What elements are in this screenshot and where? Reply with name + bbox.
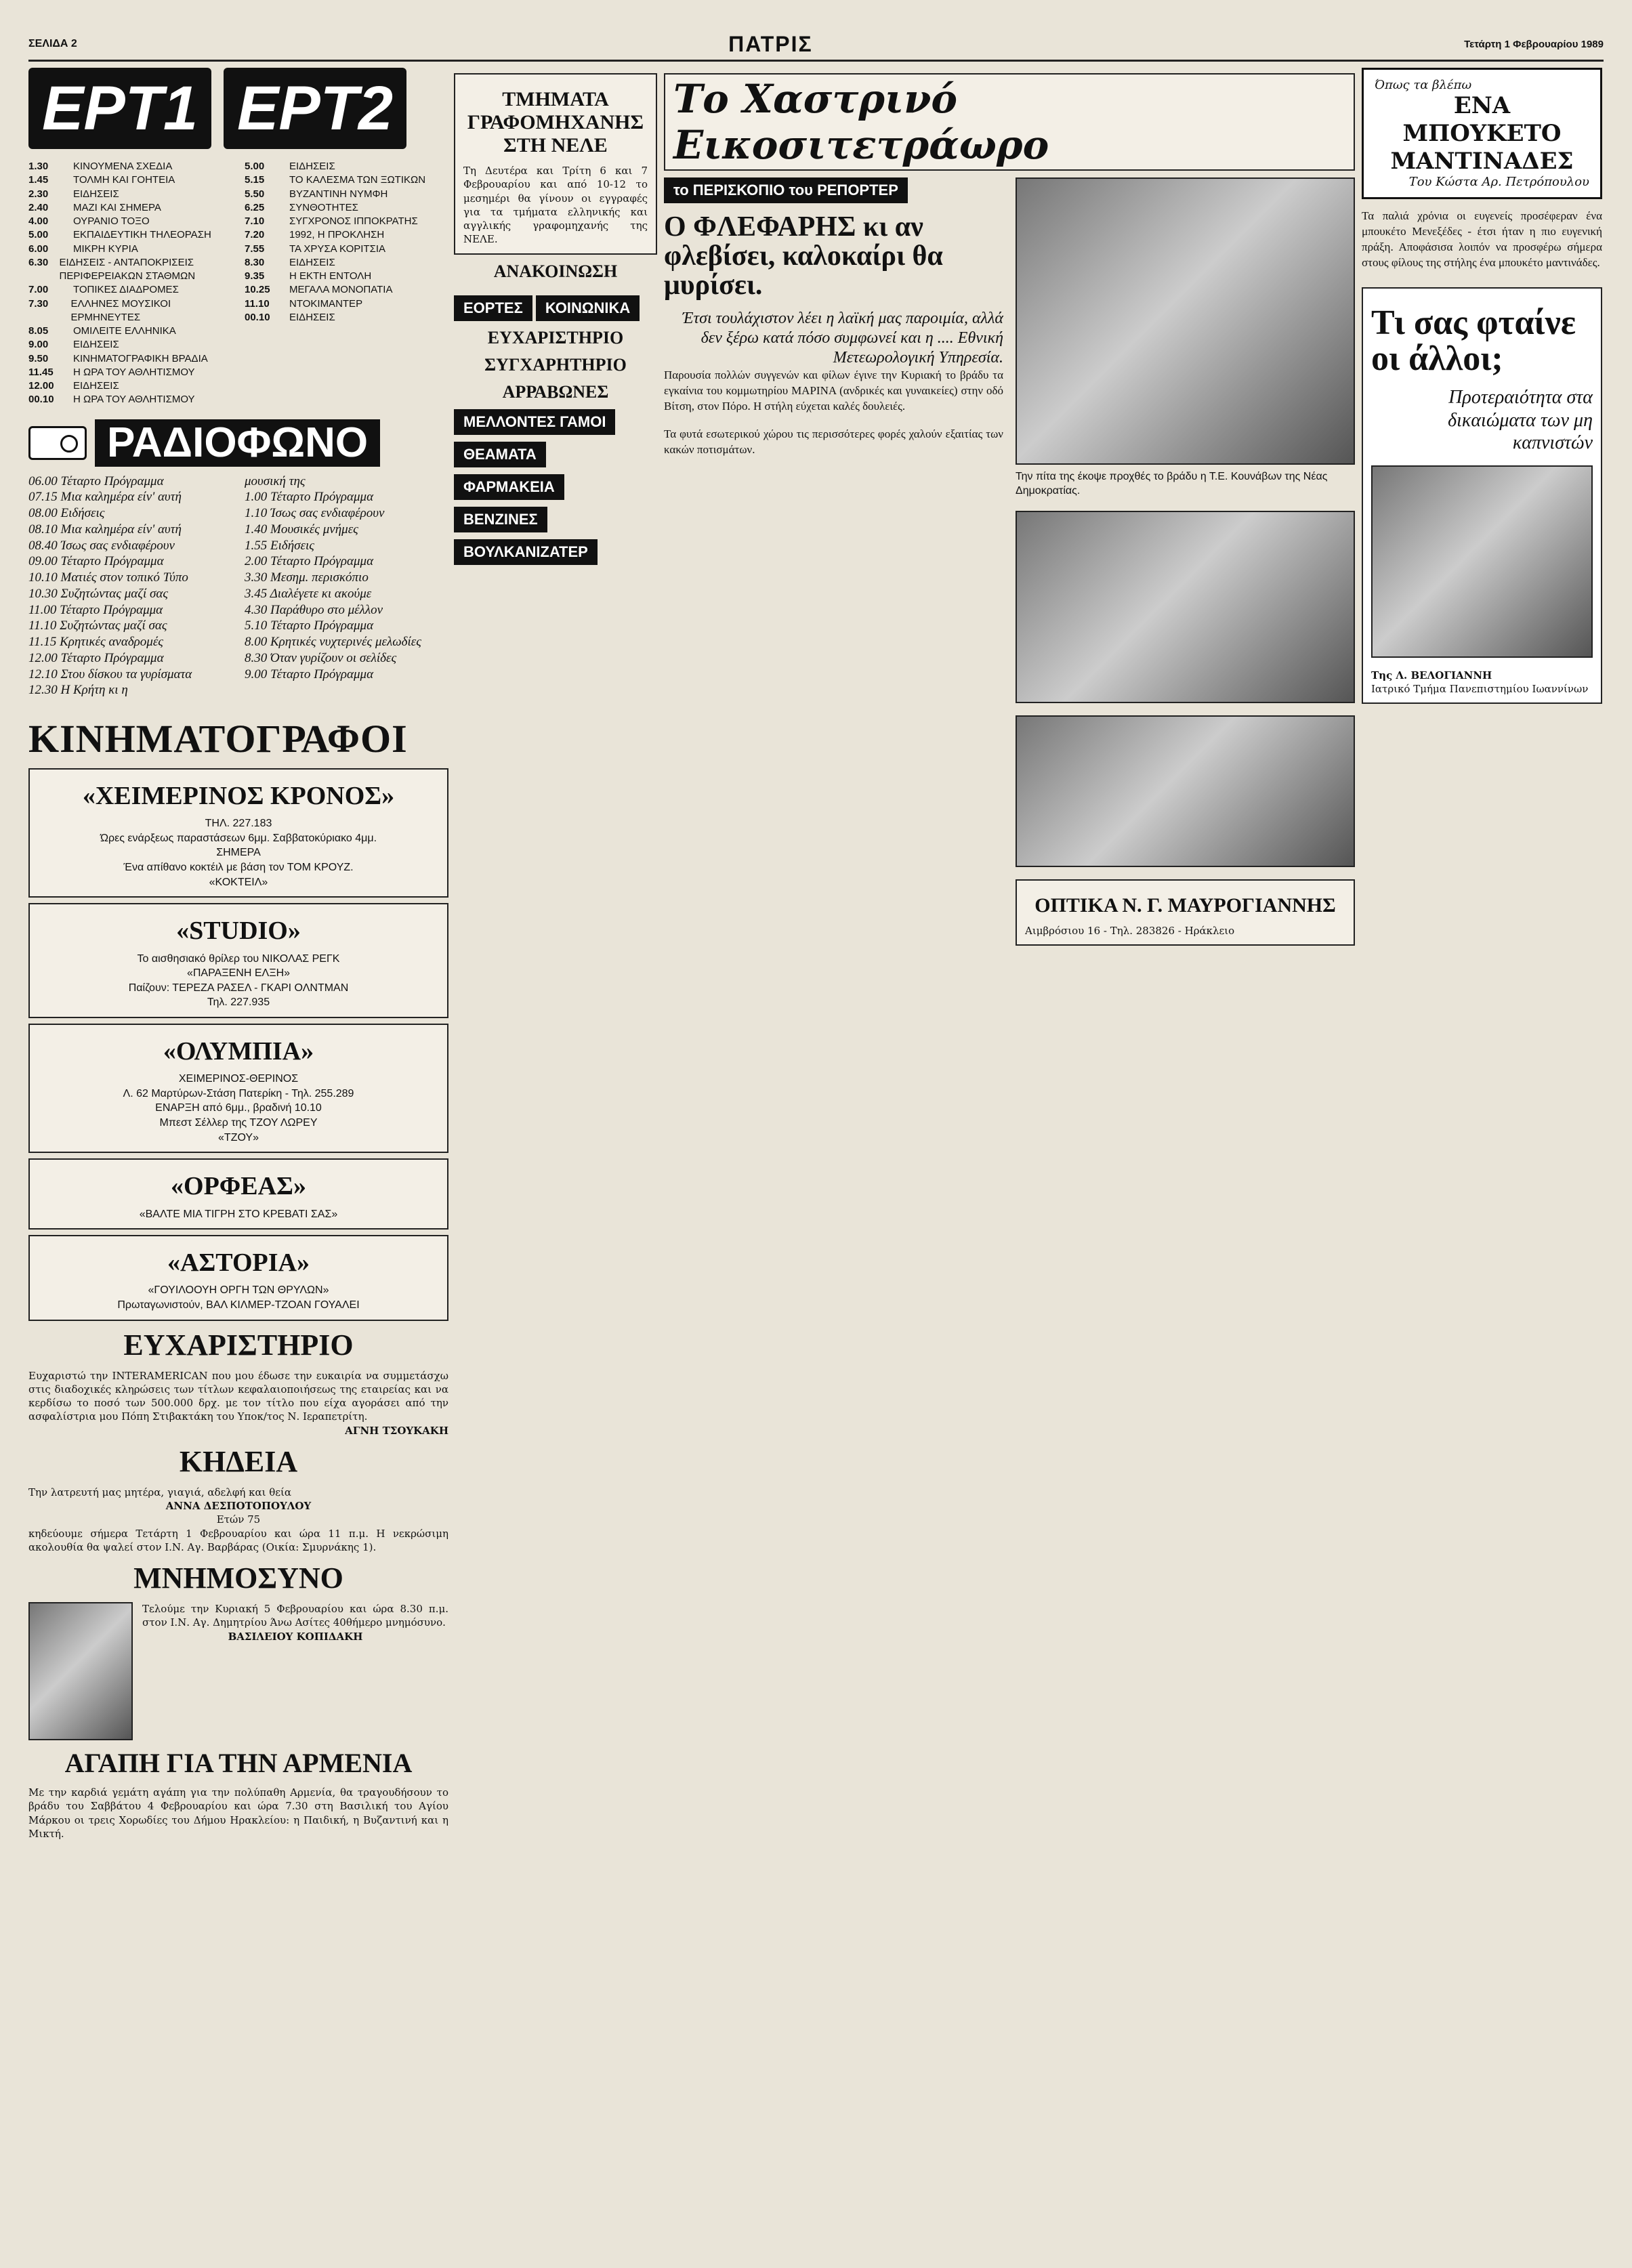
radioRight-row: μουσική της [245, 474, 306, 488]
cinema-line2: «ΠΑΡΑΞΕΝΗ ΕΛΞΗ» [186, 967, 291, 980]
radioLeft-row: 08.00 Ειδήσεις [28, 506, 105, 520]
tvLeft-row [28, 379, 232, 393]
program-title: ΕΙΔΗΣΕΙΣ [289, 161, 335, 172]
tv-program-grid [28, 160, 448, 407]
program-title: ΕΙΔΗΣΕΙΣ [73, 339, 119, 351]
program-time: 12.00 [28, 380, 54, 392]
program-time: 11.10 [245, 297, 270, 310]
program-time: 8.30 [245, 256, 265, 268]
program-time: 7.20 [245, 229, 265, 241]
radioLeft-row: 10.10 Ματιές στον τοπικό Τύπο [28, 570, 188, 585]
coffee-photo [1016, 511, 1355, 703]
funeral-text: Την λατρευτή μας μητέρα, γιαγιά, αδελφή και θεία [28, 1486, 292, 1498]
radioRight-row: 5.10 Τέταρτο Πρόγραμμα [245, 618, 374, 633]
tvLeft-row [28, 215, 232, 228]
tvLeft-row [28, 393, 232, 406]
program-title: ΜΙΚΡΗ ΚΥΡΙΑ [73, 243, 138, 255]
tvRight-row [245, 270, 448, 283]
radio-right-list [245, 474, 448, 699]
tv-program-left [28, 160, 232, 407]
thanks-text: Ευχαριστώ την INTERAMERICAN που μου έδωσε την ευκαιρία να συμμετάσχω στις διαδοχικές κληρώσεις των τίτλων κεφαλαιοποιήσεως της εταιρείας και να κερδίσω το ποσό των 500.000 δρχ. με τον τίτλο που είχα αγοράσει από την ασφαλίστρια μου Πόπη Στιβακτάκη του Υποκ/τος Ν. Ιεραπετρίτη. [28, 1369, 448, 1423]
program-title: ΜΑΖΙ ΚΑΙ ΣΗΜΕΡΑ [73, 201, 161, 213]
program-time: 7.00 [28, 284, 49, 296]
radioLeft-row: 12.10 Στου δίσκου τα γυρίσματα [28, 667, 192, 681]
radioRight-row: 8.00 Κρητικές νυχτερινές μελωδίες [245, 635, 421, 649]
memorial-block [28, 1602, 448, 1740]
program-time: 6.30 [28, 256, 49, 268]
cinema-box [28, 903, 448, 1018]
feasts-tag: ΕΟΡΤΕΣ [454, 295, 532, 321]
masthead [28, 28, 1604, 62]
cinema-name: «ΟΡΦΕΑΣ» [171, 1172, 306, 1201]
program-title: ΣΥΝΘΟΤΗΤΕΣ [289, 201, 358, 213]
program-time: 00.10 [245, 311, 270, 323]
tvRight-row [245, 188, 448, 201]
tvRight-row [245, 297, 448, 311]
cinema-name: «ΧΕΙΜΕΡΙΝΟΣ ΚΡΟΝΟΣ» [82, 782, 395, 810]
memorial-photo [28, 1602, 133, 1740]
radioRight-row: 3.30 Μεσημ. περισκόπιο [245, 570, 369, 585]
program-time: 10.25 [245, 284, 270, 296]
mid-thanks-title: ΕΥΧΑΡΙΣΤΗΡΙΟ [487, 327, 624, 348]
reporter-section-tag: το ΠΕΡΙΣΚΟΠΙΟ του ΡΕΠΟΡΤΕΡ [664, 177, 908, 203]
program-title: ΕΚΠΑΙΔΕΥΤΙΚΗ ΤΗΛΕΟΡΑΣΗ [73, 229, 211, 241]
tvRight-row [245, 228, 448, 242]
optics-ad [1016, 879, 1355, 946]
announcement-title: ΑΝΑΚΟΙΝΩΣΗ [493, 261, 618, 281]
armenia-title: ΑΓΑΠΗ ΓΙΑ ΤΗΝ ΑΡΜΕΝΙΑ [64, 1748, 413, 1779]
smoking-role: Ιατρικό Τμήμα Πανεπιστημίου Ιωαννίνων [1371, 683, 1589, 696]
opinion-text: Τα παλιά χρόνια οι ευγενείς προσέφεραν ένα μπουκέτο Μενεξέδες - έτσι ήταν η πιο ευγενική πράξη. Αποφάσισα λοιπόν να προσφέρω σήμερα στους φίλους της στήλης ένα μπουκέτο μαντινάδες. [1362, 209, 1602, 270]
radio-icon [28, 426, 87, 460]
program-time: 1.30 [28, 161, 49, 172]
center-column [664, 68, 1355, 2254]
radioRight-row: 1.55 Ειδήσεις [245, 538, 314, 553]
program-time: 9.50 [28, 352, 49, 364]
tv-program-right [245, 160, 448, 407]
cinema-line4: Μπεστ Σέλλερ της ΤΖΟΥ ΛΩΡΕΥ [159, 1117, 318, 1129]
program-time: 5.15 [245, 174, 265, 186]
cinema-line1: Το αισθησιακό θρίλερ του ΝΙΚΟΛΑΣ ΡΕΓΚ [137, 952, 340, 965]
tvLeft-row [28, 338, 232, 352]
radioLeft-row: 12.30 Η Κρήτη κι η [28, 683, 128, 698]
program-title: ΕΙΔΗΣΕΙΣ [289, 256, 335, 268]
optics-title: ΟΠΤΙΚΑ Ν. Γ. ΜΑΥΡΟΓΙΑΝΝΗΣ [1034, 894, 1336, 917]
cinema-line1: «ΓΟΥΙΛΟΟΥΗ ΟΡΓΗ ΤΩΝ ΘΡΥΛΩΝ» [148, 1284, 329, 1297]
program-title: ΤΟ ΚΑΛΕΣΜΑ ΤΩΝ ΞΩΤΙΚΩΝ [289, 174, 426, 186]
tvLeft-row [28, 173, 232, 187]
page-number: ΣΕΛΙΔΑ 2 [28, 38, 77, 49]
program-title: ΕΙΔΗΣΕΙΣ [73, 188, 119, 200]
program-title: 1992, Η ΠΡΟΚΛΗΣΗ [289, 229, 385, 241]
program-title: ΕΙΔΗΣΕΙΣ [73, 380, 119, 392]
tvLeft-row [28, 188, 232, 201]
smoking-author: Της Λ. ΒΕΛΟΓΙΑΝΝΗ [1371, 669, 1492, 681]
radioLeft-row: 09.00 Τέταρτο Πρόγραμμα [28, 554, 164, 569]
tvLeft-row [28, 366, 232, 379]
radioLeft-row: 08.40 Ίσως σας ενδιαφέρουν [28, 538, 175, 553]
program-time: 2.40 [28, 201, 49, 213]
program-time: 00.10 [28, 394, 54, 406]
typing-course-box [454, 73, 657, 255]
program-time: 7.10 [245, 215, 265, 227]
program-time: 2.30 [28, 188, 49, 200]
cinema-line2: Λ. 62 Μαρτύρων-Στάση Πατερίκη - Τηλ. 255.289 [123, 1087, 354, 1099]
plant-photo [1016, 715, 1355, 867]
et2-logo: ΕΡΤ2 [224, 68, 406, 149]
cinema-line3: ΕΝΑΡΞΗ από 6μμ., βραδινή 10.10 [155, 1102, 322, 1114]
cinema-line2: Πρωταγωνιστούν, ΒΑΛ ΚΙΛΜΕΡ-ΤΖΟΑΝ ΓΟΥΑΛΕΙ [117, 1299, 360, 1311]
right-column [1362, 68, 1602, 2254]
tvLeft-row [28, 256, 232, 284]
smoking-illustration [1371, 465, 1593, 658]
memorial-name: ΒΑΣΙΛΕΙΟΥ ΚΟΠΙΔΑΚΗ [228, 1630, 363, 1643]
radio-left-list [28, 474, 232, 699]
program-title: Η ΩΡΑ ΤΟΥ ΑΘΛΗΤΙΣΜΟΥ [73, 366, 195, 378]
radioRight-row: 4.30 Παράθυρο στο μέλλον [245, 602, 383, 617]
main-photo-caption: Την πίτα της έκοψε προχθές το βράδυ η Τ.Ε. Κουνάβων της Νέας Δημοκρατίας. [1016, 471, 1328, 497]
cinema-box [28, 1235, 448, 1320]
radioLeft-row: 10.30 Συζητώντας μαζί σας [28, 586, 169, 601]
gas-tag: ΒΕΝΖΙΝΕΣ [454, 507, 547, 532]
program-title: ΕΙΔΗΣΕΙΣ - ΑΝΤΑΠΟΚΡΙΣΕΙΣ ΠΕΡΙΦΕΡΕΙΑΚΩΝ ΣΤΑΘΜΩΝ [59, 256, 196, 282]
newspaper-title: ΠΑΤΡΙΣ [728, 31, 813, 56]
cinema-line2: Ώρες ενάρξεως παραστάσεων 6μμ. Σαββατοκύριακο 4μμ. [100, 832, 377, 844]
tvRight-row [245, 160, 448, 173]
cinema-line1: ΧΕΙΜΕΡΙΝΟΣ-ΘΕΡΙΝΟΣ [178, 1073, 299, 1085]
program-time: 4.00 [28, 215, 49, 227]
opinion-author: Του Κώστα Αρ. Πετρόπουλου [1408, 175, 1589, 190]
cinema-line1: «ΒΑΛΤΕ ΜΙΑ ΤΙΓΡΗ ΣΤΟ ΚΡΕΒΑΤΙ ΣΑΣ» [139, 1208, 338, 1220]
funeral-detail: κηδεύουμε σήμερα Τετάρτη 1 Φεβρουαρίου και ώρα 11 π.μ. Η νεκρώσιμη ακολουθία θα ψαλεί στον Ι.Ν. Αγ. Βαρβάρας (Οικία: Σμυρνάκης 1). [28, 1527, 448, 1553]
opinion-box [1362, 68, 1602, 199]
program-title: ΚΙΝΟΥΜΕΝΑ ΣΧΕΔΙΑ [73, 161, 173, 172]
program-time: 5.50 [245, 188, 265, 200]
cinema-line5: «ΚΟΚΤΕΙΛ» [209, 876, 268, 888]
main-photo [1016, 177, 1355, 465]
tvLeft-row [28, 324, 232, 338]
tvLeft-row [28, 352, 232, 366]
tvLeft-row [28, 228, 232, 242]
funeral-title: ΚΗΔΕΙΑ [179, 1444, 298, 1478]
tvRight-row [245, 215, 448, 228]
radio-program-grid [28, 474, 448, 699]
weddings-tag: ΜΕΛΛΟΝΤΕΣ ΓΑΜΟΙ [454, 409, 615, 435]
radioLeft-row: 11.00 Τέταρτο Πρόγραμμα [28, 602, 163, 617]
typing-course-text: Τη Δευτέρα και Τρίτη 6 και 7 Φεβρουαρίου και από 10-12 το μεσημέρι θα γίνουν οι εγγραφές για τα τμήματα ελληνικής και αγγλικής γραφομηχανής της ΝΕΛΕ. [463, 165, 648, 246]
radio-title: ΡΑΔΙΟΦΩΝΟ [95, 419, 380, 467]
program-title: ΤΟΠΙΚΕΣ ΔΙΑΔΡΟΜΕΣ [73, 284, 179, 296]
program-title: ΒΥΖΑΝΤΙΝΗ ΝΥΜΦΗ [289, 188, 388, 200]
cinema-name: «STUDIO» [176, 917, 301, 946]
radio-header [28, 419, 448, 467]
tvRight-row [245, 201, 448, 215]
radioRight-row: 9.00 Τέταρτο Πρόγραμμα [245, 667, 374, 681]
engagements-title: ΑΡΡΑΒΩΝΕΣ [502, 381, 609, 402]
radioLeft-row: 08.10 Μια καλημέρα είν' αυτή [28, 522, 182, 537]
middle-left-column [454, 68, 657, 2254]
tvLeft-row [28, 283, 232, 297]
tvRight-row [245, 256, 448, 270]
program-time: 9.35 [245, 270, 265, 282]
armenia-text: Με την καρδιά γεμάτη αγάπη για την πολύπαθη Αρμενία, θα τραγουδήσουν το βράδυ του Σαββάτου 4 Φεβρουαρίου και ώρα 7.30 στη Βασιλική του Αγίου Μάρκου οι τρεις Χορωδίες του Δήμου Ηρακλείου: η Παιδική, η Βυζαντινή και η Μικτή. [28, 1786, 448, 1840]
social-tag: ΚΟΙΝΩΝΙΚΑ [536, 295, 640, 321]
program-time: 5.00 [245, 161, 265, 172]
cinema-line5: «ΤΖΟΥ» [218, 1131, 259, 1143]
cinema-line4: Ένα απίθανο κοκτέιλ με βάση τον ΤΟΜ ΚΡΟΥΖ. [123, 862, 354, 874]
main-headline: Ο ΦΛΕΦΑΡΗΣ κι αν φλεβίσει, καλοκαίρι θα μυρίσει. [664, 211, 943, 301]
radioRight-row: 2.00 Τέταρτο Πρόγραμμα [245, 554, 374, 569]
opinion-intro: Όπως τα βλέπω [1375, 78, 1472, 92]
program-title: Η ΩΡΑ ΤΟΥ ΑΘΛΗΤΙΣΜΟΥ [73, 394, 195, 406]
program-time: 1.45 [28, 174, 49, 186]
program-title: ΝΤΟΚΙΜΑΝΤΕΡ [289, 297, 363, 310]
smoking-subtitle: Προτεραιότητα στα δικαιώματα των μη καπνιστών [1448, 387, 1593, 454]
radioLeft-row: 11.10 Συζητώντας μαζί σας [28, 618, 167, 633]
program-time: 6.25 [245, 201, 265, 213]
tvRight-row [245, 173, 448, 187]
memorial-title: ΜΝΗΜΟΣΥΝΟ [133, 1561, 343, 1595]
program-time: 5.00 [28, 229, 49, 241]
tvLeft-row [28, 243, 232, 256]
newspaper-date: Τετάρτη 1 Φεβρουαρίου 1989 [1464, 38, 1604, 50]
tvLeft-row [28, 201, 232, 215]
radioLeft-row: 12.00 Τέταρτο Πρόγραμμα [28, 650, 164, 665]
tvRight-row [245, 283, 448, 297]
optics-address: Αιμβρόσιου 16 - Τηλ. 283826 - Ηράκλειο [1025, 924, 1235, 937]
tvRight-row [245, 243, 448, 256]
program-title: ΤΟΛΜΗ ΚΑΙ ΓΟΗΤΕΙΑ [73, 174, 175, 186]
cinema-name: «ΑΣΤΟΡΙΑ» [167, 1248, 310, 1278]
cinema-box [28, 768, 448, 898]
program-time: 7.30 [28, 297, 49, 310]
smoking-title: Τι σας φταίνε οι άλλοι; [1371, 303, 1576, 379]
cinemas-list [28, 768, 448, 1321]
main-deck: Έτσι τουλάχιστον λέει η λαϊκή μας παροιμία, αλλά δεν ξέρω κατά πόσο συμφωνεί και η .... Εθνική Μετεωρολογική Υπηρεσία. [682, 310, 1003, 367]
tvLeft-row [28, 297, 232, 325]
radioRight-row: 1.10 Ίσως σας ενδιαφέρουν [245, 506, 385, 520]
et1-logo: ΕΡΤ1 [28, 68, 211, 149]
program-title: ΕΙΔΗΣΕΙΣ [289, 311, 335, 323]
left-column [28, 68, 448, 2254]
cinemas-title: ΚΙΝΗΜΑΤΟΓΡΑΦΟΙ [28, 717, 408, 761]
thanks-title: ΕΥΧΑΡΙΣΤΗΡΙΟ [123, 1328, 354, 1362]
funeral-name: ΑΝΝΑ ΔΕΣΠΟΤΟΠΟΥΛΟΥ [165, 1500, 312, 1513]
funeral-age: Ετών 75 [216, 1513, 261, 1526]
program-title: ΕΛΛΗΝΕΣ ΜΟΥΣΙΚΟΙ ΕΡΜΗΝΕΥΤΕΣ [70, 297, 171, 323]
congrats-title: ΣΥΓΧΑΡΗΤΗΡΙΟ [484, 354, 627, 375]
program-time: 8.05 [28, 325, 49, 337]
tv-logos [28, 68, 448, 149]
program-time: 11.45 [28, 366, 54, 378]
memorial-text: Τελούμε την Κυριακή 5 Φεβρουαρίου και ώρα 8.30 π.μ. στον Ι.Ν. Αγ. Δημητρίου Άνω Ασίτες 40θήμερο μνημόσυνο. [142, 1603, 448, 1629]
program-title: ΤΑ ΧΡΥΣΑ ΚΟΡΙΤΣΙΑ [289, 243, 386, 255]
cinema-line3: Παίζουν: ΤΕΡΕΖΑ ΡΑΣΕΛ - ΓΚΑΡΙ ΟΛΝΤΜΑΝ [128, 982, 349, 994]
program-title: ΚΙΝΗΜΑΤΟΓΡΑΦΙΚΗ ΒΡΑΔΙΑ [73, 352, 208, 364]
typing-course-title: ΤΜΗΜΑΤΑ ΓΡΑΦΟΜΗΧΑΝΗΣ ΣΤΗ ΝΕΛΕ [467, 88, 644, 156]
program-time: 6.00 [28, 243, 49, 255]
program-time: 9.00 [28, 339, 49, 351]
feature-banner: Το Χαστρινό Εικοσιτετράωρο [664, 73, 1355, 171]
cinema-line4: Τηλ. 227.935 [207, 996, 270, 1009]
smoking-feature [1362, 287, 1602, 704]
cinema-line3: ΣΗΜΕΡΑ [216, 847, 261, 859]
program-title: Η ΕΚΤΗ ΕΝΤΟΛΗ [289, 270, 372, 282]
opinion-title: ΕΝΑ ΜΠΟΥΚΕΤΟ ΜΑΝΤΙΝΑΔΕΣ [1390, 92, 1574, 175]
radioLeft-row: 06.00 Τέταρτο Πρόγραμμα [28, 474, 164, 488]
radioRight-row: 3.45 Διαλέγετε κι ακούμε [245, 586, 372, 601]
tvLeft-row [28, 160, 232, 173]
cinema-box [28, 1158, 448, 1230]
shows-tag: ΘΕΑΜΑΤΑ [454, 442, 546, 467]
main-center-text: Τα φυτά εσωτερικού χώρου τις περισσότερες φορές χαλούν εξαιτίας των κακών ποτισμάτων. [664, 427, 1003, 456]
bulkanizers-tag: ΒΟΥΛΚΑΝΙΖΑΤΕΡ [454, 539, 598, 565]
program-title: ΜΕΓΑΛΑ ΜΟΝΟΠΑΤΙΑ [289, 284, 393, 296]
radioLeft-row: 07.15 Μια καλημέρα είν' αυτή [28, 490, 182, 505]
radioLeft-row: 11.15 Κρητικές αναδρομές [28, 635, 164, 649]
radioRight-row: 1.40 Μουσικές μνήμες [245, 522, 358, 537]
thanks-signature: ΑΓΝΗ ΤΣΟΥΚΑΚΗ [345, 1424, 448, 1437]
radioRight-row: 8.30 Όταν γυρίζουν οι σελίδες [245, 650, 397, 665]
program-title: ΟΥΡΑΝΙΟ ΤΟΞΟ [73, 215, 150, 227]
cinema-box [28, 1024, 448, 1153]
tvRight-row [245, 311, 448, 324]
program-title: ΣΥΓΧΡΟΝΟΣ ΙΠΠΟΚΡΑΤΗΣ [289, 215, 418, 227]
program-time: 7.55 [245, 243, 265, 255]
cinema-line1: ΤΗΛ. 227.183 [205, 818, 272, 830]
cinema-name: «ΟΛΥΜΠΙΑ» [163, 1036, 314, 1066]
radioRight-row: 1.00 Τέταρτο Πρόγραμμα [245, 490, 374, 505]
pharmacies-tag: ΦΑΡΜΑΚΕΙΑ [454, 474, 564, 500]
main-left-text: Παρουσία πολλών συγγενών και φίλων έγινε την Κυριακή το βράδυ τα εγκαίνια του κομμωτηρίου ΜΑΡΙΝΑ (ανδρικές και γυναικείες) στην οδό Βίτση, στον Πόρο. Η στήλη εύχεται καλές δουλειές. [664, 368, 1003, 413]
program-title: ΟΜΙΛΕΙΤΕ ΕΛΛΗΝΙΚΑ [73, 325, 176, 337]
